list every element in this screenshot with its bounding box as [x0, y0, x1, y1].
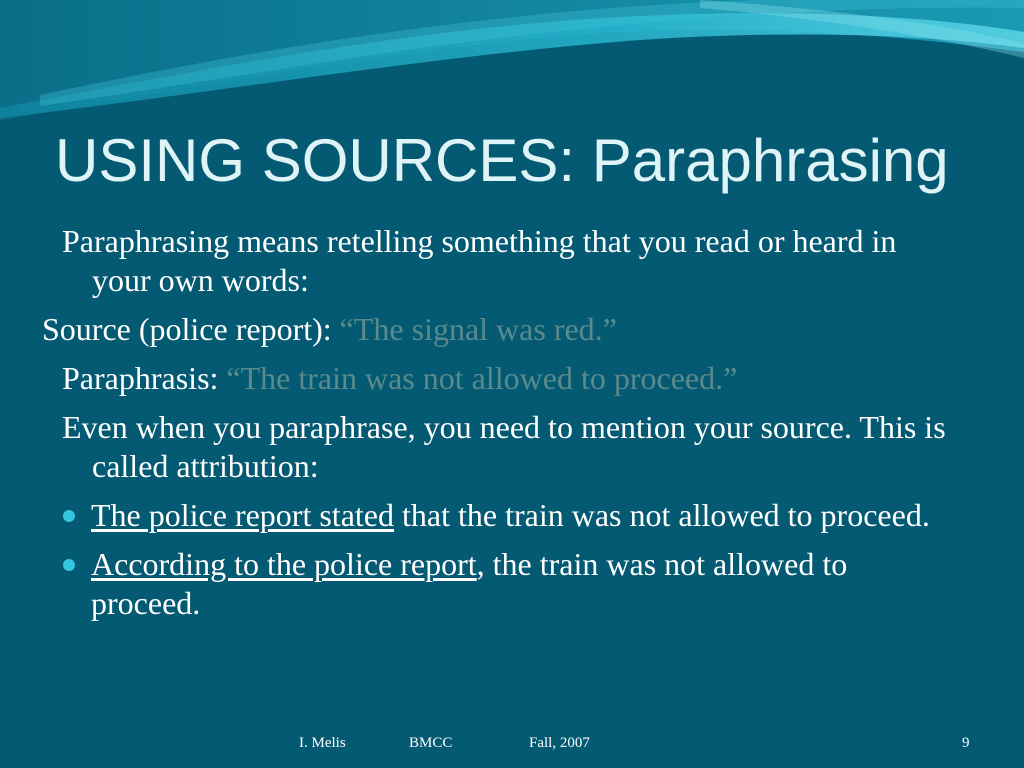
paraphrasis-line	[62, 359, 962, 398]
footer-institution: BMCC	[409, 735, 453, 751]
slide-title: USING SOURCES: Paraphrasing	[55, 127, 949, 194]
header-wave-decoration	[0, 0, 1024, 130]
bullet-underlined-phrase: The police report stated	[91, 497, 394, 533]
source-line	[42, 310, 962, 349]
source-label: Source (police report):	[42, 311, 340, 347]
intro-paragraph: Paraphrasing means retelling something that you read or heard in your own words:	[62, 223, 897, 298]
paraphrasis-quote: “The train was not allowed to proceed.”	[226, 360, 738, 396]
bullet-item	[60, 496, 962, 535]
source-quote: “The signal was red.”	[339, 311, 617, 347]
paraphrasis-label: Paraphrasis:	[62, 360, 227, 396]
bullet-dot-icon	[63, 559, 75, 571]
bullet-item	[60, 545, 962, 623]
attribution-paragraph: Even when you paraphrase, you need to mention your source. This is called attribution:	[62, 409, 946, 484]
slide-body	[42, 222, 962, 633]
bullet-underlined-phrase: According to the police report	[91, 546, 477, 582]
footer-page-number: 9	[962, 735, 970, 751]
footer-author: I. Melis	[299, 735, 346, 751]
bullet-text: , the train was not allowed to proceed.	[91, 546, 848, 621]
bullet-text: that the train was not allowed to proceed.	[393, 497, 930, 533]
bullet-dot-icon	[63, 510, 75, 522]
footer-term: Fall, 2007	[529, 735, 590, 751]
